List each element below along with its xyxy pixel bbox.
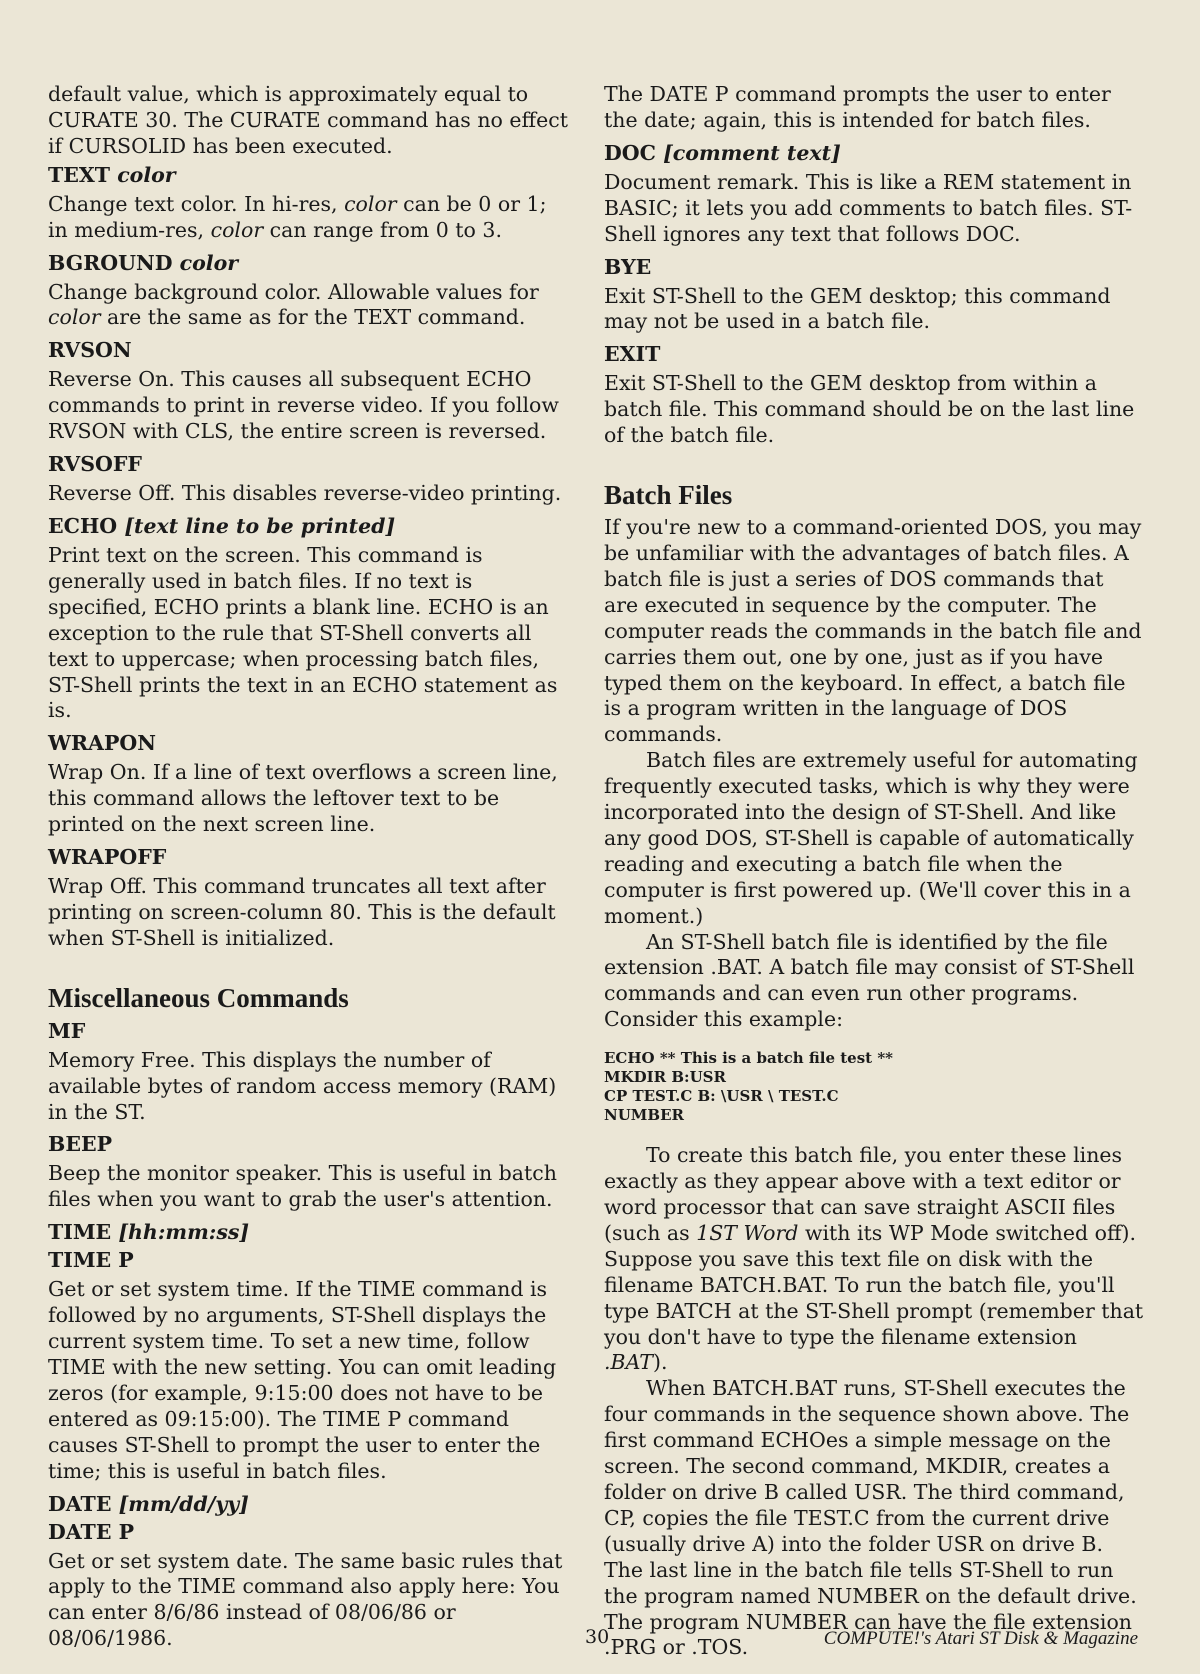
command-heading: RVSON	[48, 338, 132, 363]
command-heading: MF	[48, 1018, 86, 1043]
code-line: ECHO ** This is a batch file test **	[604, 1049, 894, 1068]
command-description: Reverse On. This causes all subsequent ECHO commands to print in reverse video. If you follow RVSON with CLS, the entire screen is reversed.	[48, 367, 559, 444]
right-intro-paragraph: The DATE P command prompts the user to enter the date; again, this is intended for batch files.	[604, 82, 1111, 132]
right-column	[604, 82, 1144, 1661]
body-paragraph: To create this batch file, you enter these lines exactly as they appear above with a text editor or word processor that can save straight ASCII files (such as 1ST Word with its WP Mode switched off). Suppose you save this text file on disk with the filename BATCH.BAT. To run the batch file, you'll type BATCH at the ST-Shell prompt (remember that you don't have to type the filename extension .BAT).	[604, 1143, 1144, 1375]
command-entry-bground	[48, 250, 572, 332]
command-heading: ECHO [text line to be printed]	[48, 513, 396, 538]
command-entry-doc	[604, 140, 1144, 248]
command-entry-wrapoff	[48, 844, 572, 952]
command-heading: TEXT color	[48, 162, 176, 187]
command-description: Change text color. In hi-res, color can be 0 or 1; in medium-res, color can range from 0 to 3.	[48, 191, 547, 242]
command-description: Memory Free. This displays the number of available bytes of random access memory (RAM) in the ST.	[48, 1047, 557, 1124]
command-entry-echo	[48, 513, 572, 724]
command-description: Change background color. Allowable values for color are the same as for the TEXT command.	[48, 279, 539, 330]
left-intro-paragraph: default value, which is approximately equal to CURATE 30. The CURATE command has no effect if CURSOLID has been executed.	[48, 82, 568, 158]
command-entry-rvson	[48, 337, 572, 445]
command-heading: BEEP	[48, 1132, 112, 1157]
body-paragraph: When BATCH.BAT runs, ST-Shell executes the four commands in the sequence shown above. The first command ECHOes a simple message on the screen. The second command, MKDIR, creates a folder on drive B called USR. The third command, CP, copies the file TEST.C from the current drive (usually drive A) into the folder USR on drive B. The last line in the batch file tells ST-Shell to run the program named NUMBER on the default drive. The program NUMBER can have the file extension .PRG or .TOS.	[604, 1376, 1137, 1660]
page-number: 30	[585, 1626, 610, 1648]
section-heading-miscellaneous: Miscellaneous Commands	[48, 982, 349, 1013]
command-entry-exit	[604, 341, 1144, 449]
command-heading: BGROUND color	[48, 250, 239, 275]
command-description: Get or set system date. The same basic rules that apply to the TIME command also apply here: You can enter 8/6/86 instead of 08/06/86 or 08/06/1986.	[48, 1548, 563, 1651]
left-column	[48, 82, 572, 1658]
body-paragraph: If you're new to a command-oriented DOS, you may be unfamiliar with the advantages of batch files. A batch file is just a series of DOS commands that are executed in sequence by the computer. The computer reads the commands in the batch file and carries them out, one by one, just as if you have typed them on the keyboard. In effect, a batch file is a program written in the language of DOS commands.	[604, 515, 1142, 747]
section-heading-batch-files: Batch Files	[604, 480, 733, 511]
command-heading: TIME [hh:mm:ss]	[48, 1220, 250, 1245]
command-entry-date	[48, 1491, 572, 1653]
command-entry-bye	[604, 254, 1144, 336]
command-entry-text	[48, 162, 572, 244]
command-entry-beep	[48, 1131, 572, 1213]
command-heading: BYE	[604, 254, 652, 279]
command-heading: RVSOFF	[48, 452, 142, 477]
command-heading: EXIT	[604, 342, 661, 367]
command-description: Exit ST-Shell to the GEM desktop; this command may not be used in a batch file.	[604, 283, 1111, 334]
command-heading-alt: TIME P	[48, 1248, 134, 1273]
code-line: MKDIR B:USR	[604, 1068, 726, 1087]
command-entry-wrapon	[48, 730, 572, 838]
body-paragraph: An ST-Shell batch file is identified by the file extension .BAT. A batch file may consist of ST-Shell commands and can even run other programs. Consider this example:	[604, 929, 1135, 1032]
command-description: Print text on the screen. This command is generally used in batch files. If no text is specified, ECHO prints a blank line. ECHO is an exception to the rule that ST-Shell converts all text to uppercase; when processing batch files, ST-Shell prints the text in an ECHO statement as is.	[48, 542, 558, 723]
command-description: Wrap On. If a line of text overflows a screen line, this command allows the leftover text to be printed on the next screen line.	[48, 760, 558, 837]
body-paragraph: Batch files are extremely useful for automating frequently executed tasks, which is why they were incorporated into the design of ST-Shell. And like any good DOS, ST-Shell is capable of automatically reading and executing a batch file when the computer is first powered up. (We'll cover this in a moment.)	[604, 748, 1138, 928]
command-heading: DATE [mm/dd/yy]	[48, 1491, 249, 1516]
command-entry-rvsoff	[48, 451, 572, 507]
magazine-title: COMPUTE!'s Atari ST Disk & Magazine	[823, 1628, 1138, 1649]
command-entry-mf	[48, 1018, 572, 1126]
code-line: CP TEST.C B: \USR \ TEST.C	[604, 1087, 839, 1106]
command-description: Exit ST-Shell to the GEM desktop from within a batch file. This command should be on the last line of the batch file.	[604, 371, 1135, 448]
command-entry-time	[48, 1219, 572, 1484]
command-heading: DOC [comment text]	[604, 140, 841, 165]
command-description: Document remark. This is like a REM statement in BASIC; it lets you add comments to batch files. ST-Shell ignores any text that follows DOC.	[604, 169, 1133, 246]
command-description: Reverse Off. This disables reverse-video printing.	[48, 481, 562, 506]
command-heading-alt: DATE P	[48, 1519, 134, 1544]
code-listing	[604, 1049, 1144, 1125]
command-description: Get or set system time. If the TIME command is followed by no arguments, ST-Shell displays the current system time. To set a new time, follow TIME with the new setting. You can omit leading zeros (for example, 9:15:00 does not have to be entered as 09:15:00). The TIME P command causes ST-Shell to prompt the user to enter the time; this is useful in batch files.	[48, 1277, 557, 1483]
code-line: NUMBER	[604, 1106, 684, 1125]
command-heading: WRAPOFF	[48, 845, 167, 870]
command-description: Beep the monitor speaker. This is useful in batch files when you want to grab the user's attention.	[48, 1161, 557, 1212]
command-heading: WRAPON	[48, 731, 156, 756]
command-description: Wrap Off. This command truncates all text after printing on screen-column 80. This is the default when ST-Shell is initialized.	[48, 874, 556, 950]
